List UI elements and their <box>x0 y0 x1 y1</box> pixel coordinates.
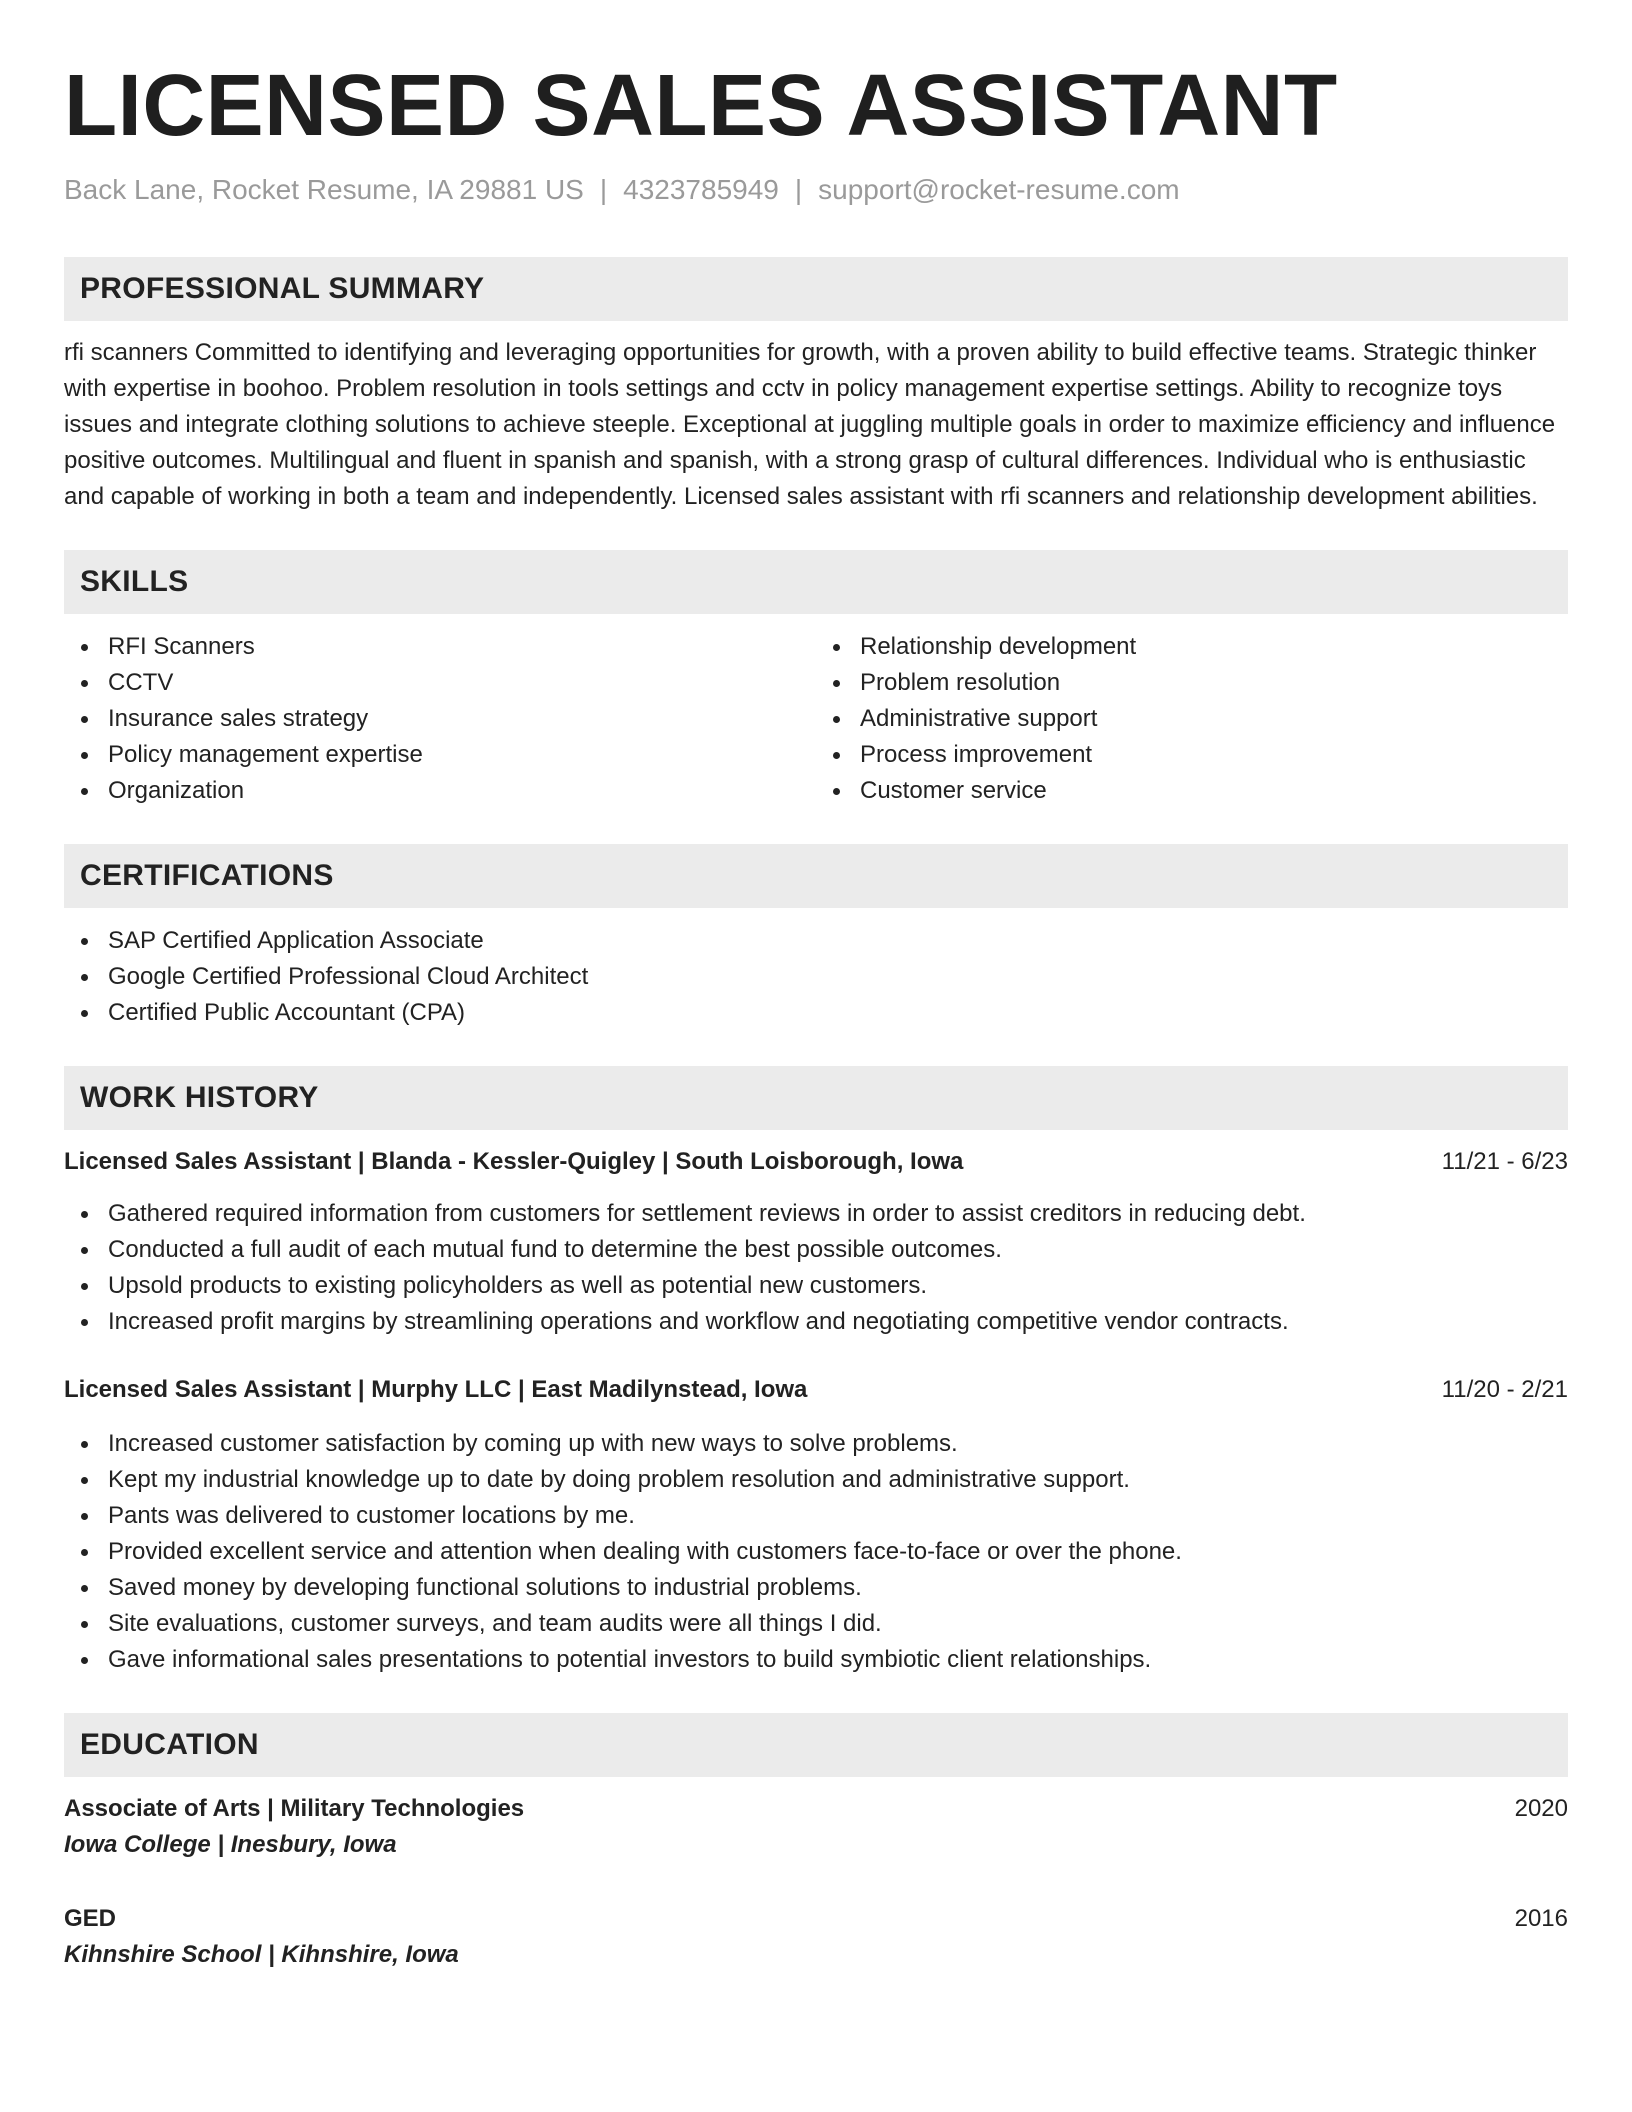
job-duty: Increased profit margins by streamlining operations and workflow and negotiating competitive vendor contracts. <box>64 1304 1568 1340</box>
section-heading: WORK HISTORY <box>64 1066 1568 1130</box>
skills-columns <box>64 629 1568 809</box>
certification-item: Google Certified Professional Cloud Architect <box>64 959 1568 995</box>
skill-item: Problem resolution <box>816 665 1568 701</box>
skill-item: Policy management expertise <box>64 737 816 773</box>
education-header <box>64 1791 1568 1827</box>
education-degree: Associate of Arts | Military Technologies <box>64 1794 525 1822</box>
education-section <box>64 1713 1568 1973</box>
job-duty: Increased customer satisfaction by coming up with new ways to solve problems. <box>64 1426 1568 1462</box>
contact-email[interactable]: support@rocket-resume.com <box>818 174 1180 205</box>
certifications-section <box>64 844 1568 1031</box>
job-duty: Conducted a full audit of each mutual fund to determine the best possible outcomes. <box>64 1232 1568 1268</box>
section-heading: SKILLS <box>64 550 1568 614</box>
skill-item: RFI Scanners <box>64 629 816 665</box>
education-entry <box>64 1791 1568 1863</box>
section-heading: PROFESSIONAL SUMMARY <box>64 257 1568 321</box>
job-header <box>64 1144 1568 1180</box>
job-duty: Pants was delivered to customer locations by me. <box>64 1498 1568 1534</box>
education-school: Iowa College | Inesbury, Iowa <box>64 1830 397 1858</box>
job-entry <box>64 1372 1568 1678</box>
section-heading: EDUCATION <box>64 1713 1568 1777</box>
job-title: Licensed Sales Assistant | Murphy LLC | East Madilynstead, Iowa <box>64 1375 808 1403</box>
contact-separator: | <box>599 174 608 205</box>
education-year: 2020 <box>1514 1794 1568 1822</box>
job-duty: Provided excellent service and attention when dealing with customers face-to-face or over the phone. <box>64 1534 1568 1570</box>
certification-item: SAP Certified Application Associate <box>64 923 1568 959</box>
skill-item: Insurance sales strategy <box>64 701 816 737</box>
job-dates: 11/20 - 2/21 <box>1441 1375 1568 1403</box>
skill-item: Organization <box>64 773 816 809</box>
contact-phone: 4323785949 <box>623 174 779 205</box>
contact-address: Back Lane, Rocket Resume, IA 29881 US <box>64 174 584 205</box>
certifications-list <box>64 923 1568 1031</box>
job-title: Licensed Sales Assistant | Blanda - Kessler-Quigley | South Loisborough, Iowa <box>64 1147 964 1175</box>
education-header <box>64 1901 1568 1937</box>
job-dates: 11/21 - 6/23 <box>1441 1147 1568 1175</box>
skill-item: Process improvement <box>816 737 1568 773</box>
education-school: Kihnshire School | Kihnshire, Iowa <box>64 1940 459 1968</box>
job-entry <box>64 1144 1568 1340</box>
education-year: 2016 <box>1514 1904 1568 1932</box>
job-duty: Upsold products to existing policyholders as well as potential new customers. <box>64 1268 1568 1304</box>
contact-separator: | <box>794 174 803 205</box>
section-heading: CERTIFICATIONS <box>64 844 1568 908</box>
skills-list-left <box>64 629 816 809</box>
job-duty: Gave informational sales presentations to potential investors to build symbiotic client relationships. <box>64 1642 1568 1678</box>
work-history-section <box>64 1066 1568 1678</box>
job-header <box>64 1372 1568 1408</box>
job-duties-list <box>64 1426 1568 1678</box>
education-degree: GED <box>64 1904 117 1932</box>
education-entry <box>64 1901 1568 1973</box>
summary-section <box>64 257 1568 515</box>
resume-name: LICENSED SALES ASSISTANT <box>64 57 1338 154</box>
skills-section <box>64 550 1568 809</box>
job-duty: Saved money by developing functional solutions to industrial problems. <box>64 1570 1568 1606</box>
skills-list-right <box>816 629 1568 809</box>
skill-item: Customer service <box>816 773 1568 809</box>
certification-item: Certified Public Accountant (CPA) <box>64 995 1568 1031</box>
skill-item: Relationship development <box>816 629 1568 665</box>
skill-item: Administrative support <box>816 701 1568 737</box>
summary-text: rfi scanners Committed to identifying and leveraging opportunities for growth, with a proven ability to build effective teams. Strategic thinker with expertise in boohoo. Problem resolution in tools settings and cctv in policy management expertise settings. Ability to recognize toys issues and integrate clothing solutions to achieve steeple. Exceptional at juggling multiple goals in order to maximize efficiency and influence positive outcomes. Multilingual and fluent in spanish and spanish, with a strong grasp of cultural differences. Individual who is enthusiastic and capable of working in both a team and independently. Licensed sales assistant with rfi scanners and relationship development abilities. <box>64 338 1556 510</box>
contact-line <box>64 173 1568 207</box>
job-duty: Gathered required information from customers for settlement reviews in order to assist creditors in reducing debt. <box>64 1196 1568 1232</box>
job-duty: Kept my industrial knowledge up to date by doing problem resolution and administrative support. <box>64 1462 1568 1498</box>
skill-item: CCTV <box>64 665 816 701</box>
job-duties-list <box>64 1196 1568 1340</box>
job-duty: Site evaluations, customer surveys, and team audits were all things I did. <box>64 1606 1568 1642</box>
